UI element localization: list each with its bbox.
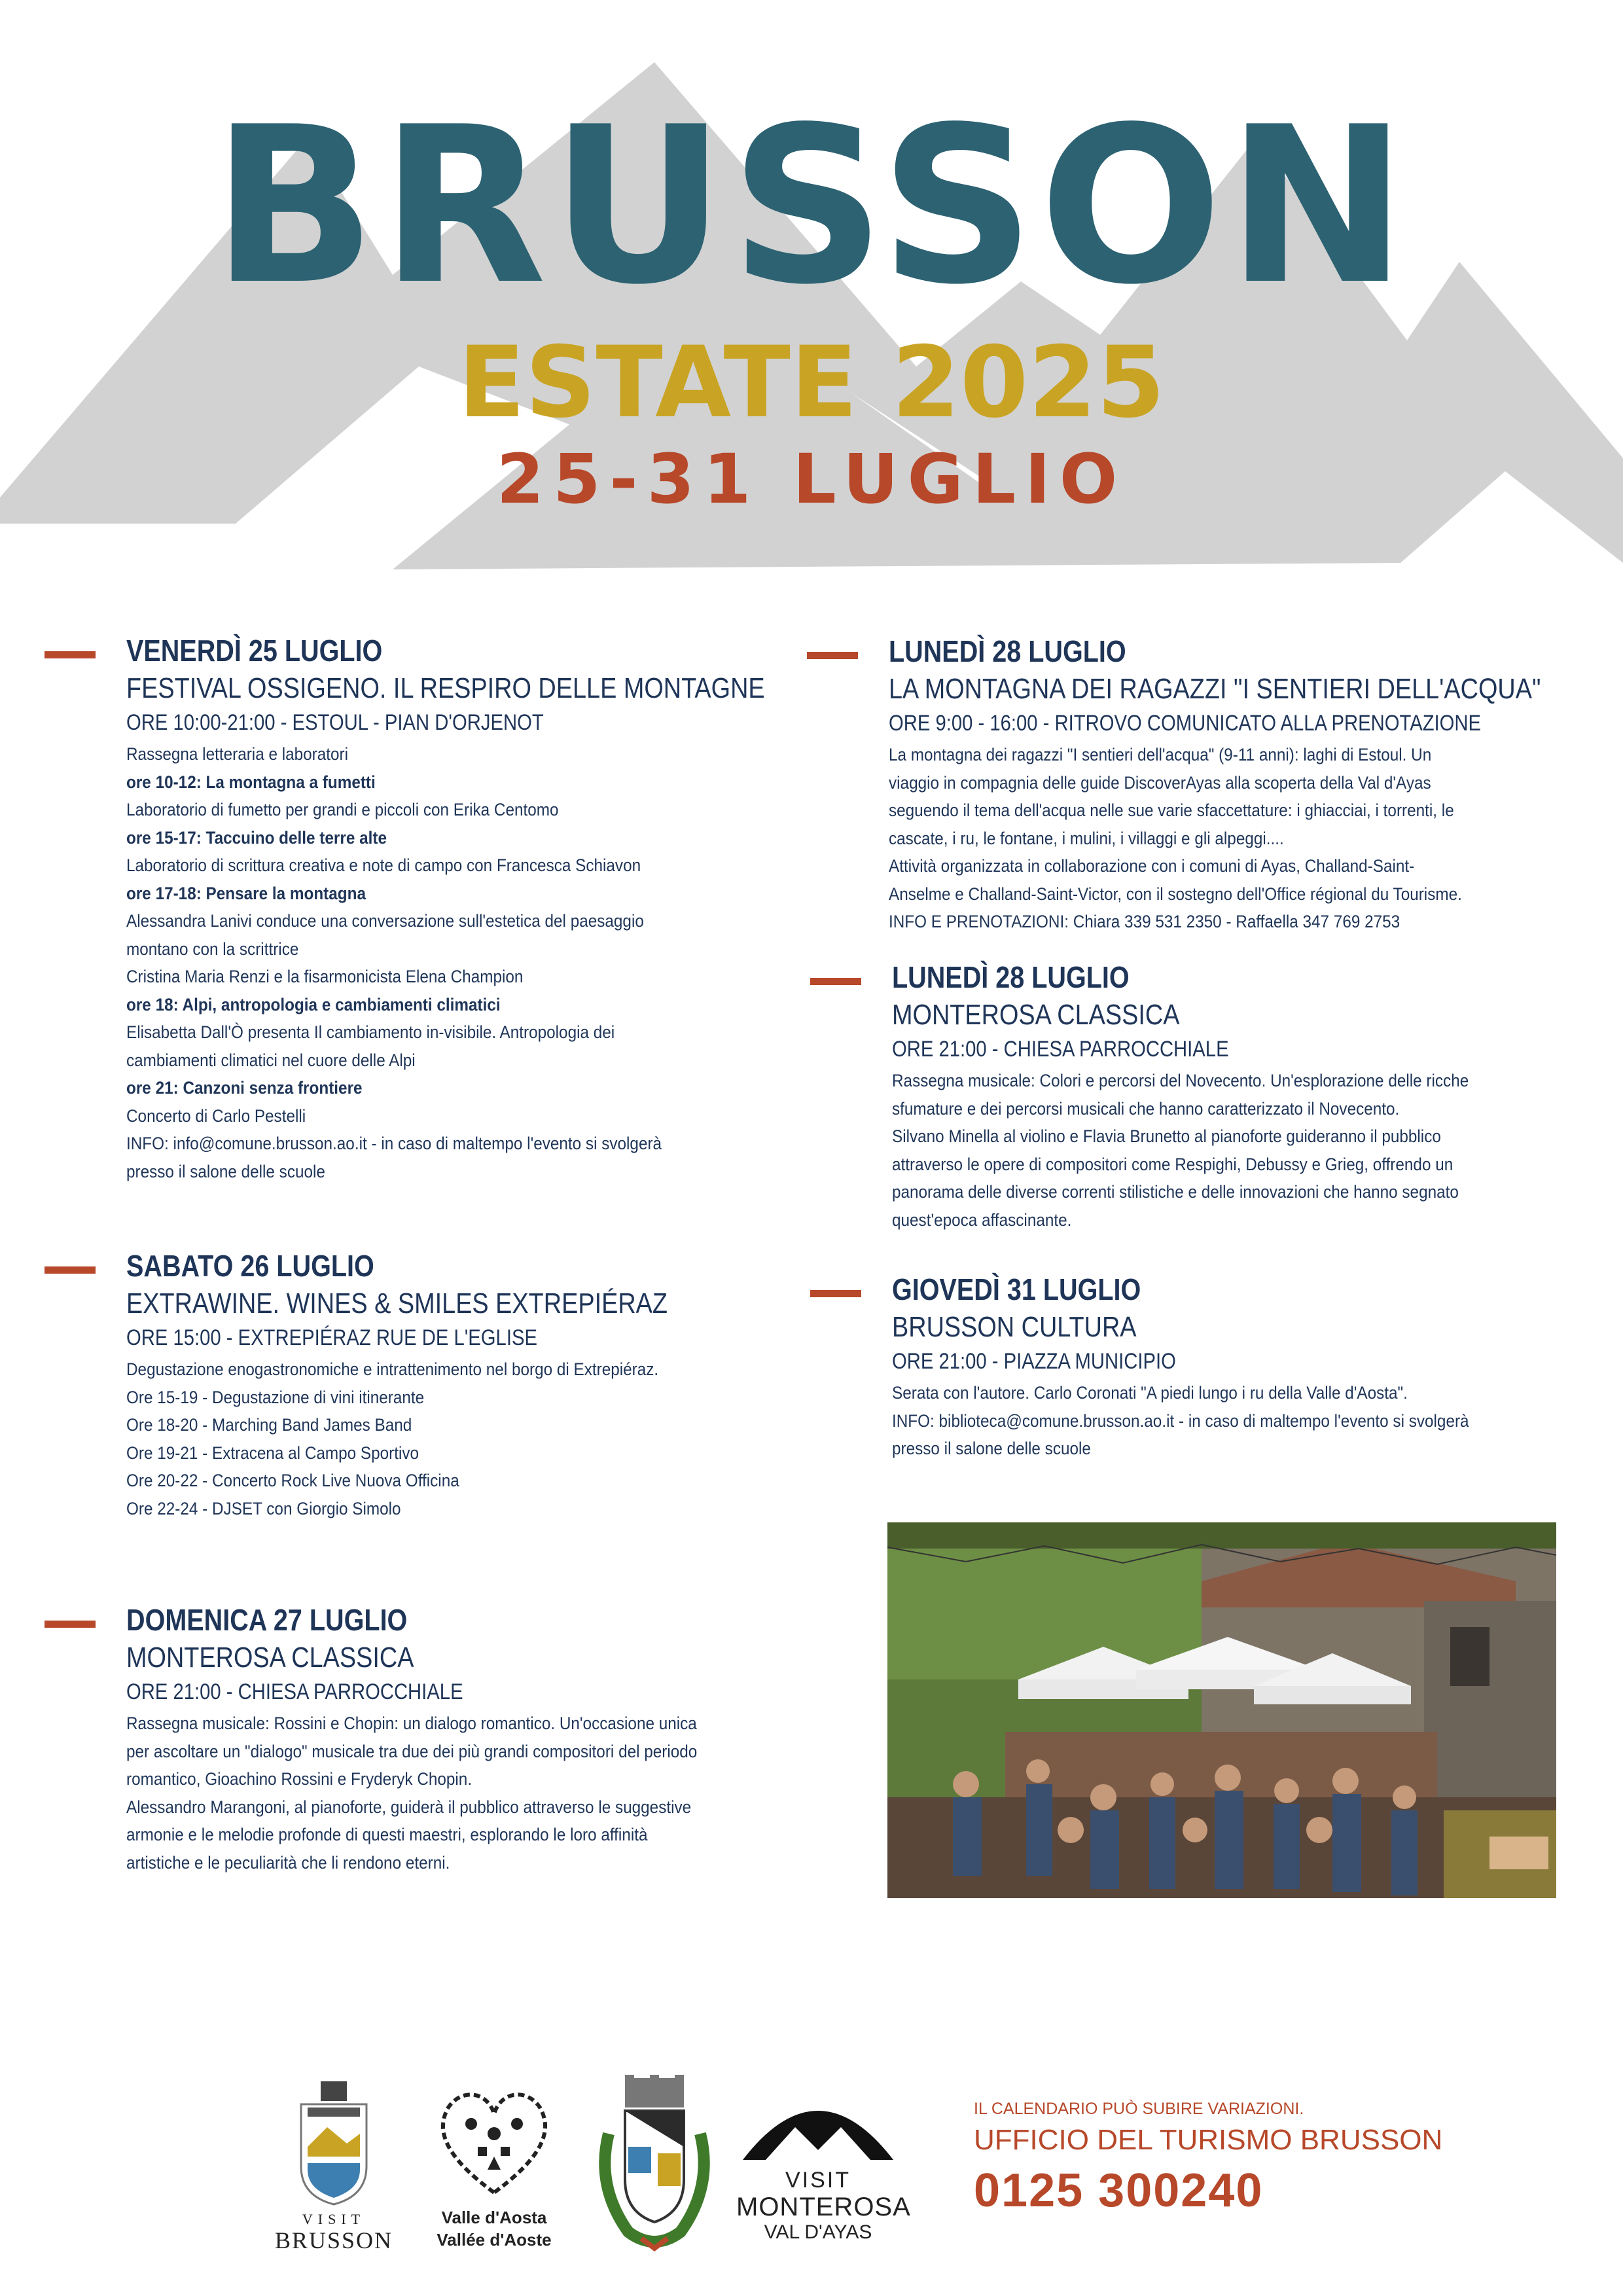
event-description-line: Silvano Minella al violino e Flavia Brunetto al pianoforte guideranno il pubblico [892, 1126, 1441, 1146]
event-description-line: cascate, i ru, le fontane, i mulini, i villaggi e gli alpeggi.... [889, 828, 1284, 848]
page-title: BRUSSON [211, 81, 1412, 332]
event-description-line: INFO E PRENOTAZIONI: Chiara 339 531 2350 - Raffaella 347 769 2753 [889, 912, 1400, 931]
event-description [126, 1710, 760, 1876]
event-time: ORE 15:00 - EXTREPIÉRAZ RUE DE L'EGLISE [126, 1325, 537, 1350]
event-description-line: Laboratorio di scrittura creativa e note di campo con Francesca Schiavon [126, 855, 641, 875]
event-name: MONTEROSA CLASSICA [126, 1641, 414, 1674]
event-time: ORE 21:00 - PIAZZA MUNICIPIO [892, 1349, 1176, 1374]
event-time: ORE 21:00 - CHIESA PARROCCHIALE [126, 1679, 463, 1704]
event-description-line: Rassegna letteraria e laboratori [126, 744, 349, 764]
event-description-line: Anselme e Challand-Saint-Victor, con il sostegno dell'Office régional du Tourisme. [889, 884, 1462, 904]
event-description-line: attraverso le opere di compositori come Respighi, Debussy e Grieg, offrendo un [892, 1154, 1454, 1174]
event-name: LA MONTAGNA DEI RAGAZZI "I SENTIERI DELL'ACQUA" [889, 673, 1541, 705]
event-lunedi-28-ragazzi [889, 632, 1623, 936]
event-description-line: Ore 22-24 - DJSET con Giorgio Simolo [126, 1498, 401, 1518]
event-day: GIOVEDÌ 31 LUGLIO [892, 1272, 1141, 1306]
section-dash [45, 651, 96, 658]
valle-aosta-label: Valle d'Aosta [441, 2208, 547, 2227]
event-giovedi-31 [892, 1270, 1533, 1463]
visit-monterosa-logo [736, 2081, 911, 2258]
event-program-item: ore 21: Canzoni senza frontiere [126, 1078, 363, 1098]
event-description-line: Concerto di Carlo Pestelli [126, 1105, 306, 1126]
event-description-line: panorama delle diverse correnti stilistiche e delle innovazioni che hanno segnato [892, 1182, 1459, 1202]
event-program-item: ore 10-12: La montagna a fumetti [126, 772, 376, 792]
brusson-label: BRUSSON [274, 2227, 393, 2253]
section-dash [810, 978, 861, 985]
visit-label: VISIT [785, 2168, 851, 2193]
event-name: BRUSSON CULTURA [892, 1311, 1137, 1343]
event-description-line: Cristina Maria Renzi e la fisarmonicista Elena Champion [126, 967, 524, 986]
event-description-line: quest'epoca affascinante. [892, 1210, 1072, 1230]
event-description-line: viaggio in compagnia delle guide DiscoverAyas alla scoperta della Val d'Ayas [889, 772, 1431, 793]
page-subtitle: ESTATE 2025 [457, 326, 1166, 440]
event-description-line: Laboratorio di fumetto per grandi e piccoli con Erika Centomo [126, 800, 559, 819]
event-description [892, 1379, 1533, 1463]
date-range: 25-31 LUGLIO [496, 439, 1127, 519]
event-description-line: Ore 18-20 - Marching Band James Band [126, 1415, 412, 1435]
event-time: ORE 9:00 - 16:00 - RITROVO COMUNICATO ALLA PRENOTAZIONE [889, 711, 1482, 736]
event-description [889, 741, 1623, 936]
val-dayas-label: VAL D'AYAS [764, 2221, 872, 2243]
event-time: ORE 10:00-21:00 - ESTOUL - PIAN D'ORJENOT [126, 710, 544, 735]
event-description-line: armonie e le melodie profonde di questi maestri, esplorando le loro affinità [126, 1825, 648, 1844]
event-day: SABATO 26 LUGLIO [126, 1249, 374, 1283]
event-name: MONTEROSA CLASSICA [892, 999, 1180, 1031]
visit-label: VISIT [302, 2211, 366, 2227]
event-day: LUNEDÌ 28 LUGLIO [889, 634, 1126, 668]
event-venerdi-25 [126, 632, 868, 1185]
event-program-item: ore 17-18: Pensare la montagna [126, 883, 366, 903]
event-domenica-27 [126, 1601, 760, 1876]
event-description-line: Degustazione enogastronomiche e intrattenimento nel borgo di Extrepiéraz. [126, 1359, 659, 1379]
event-description-line: Ore 20-22 - Concerto Rock Live Nuova Officina [126, 1471, 459, 1490]
coat-of-arms-icon [589, 2075, 720, 2258]
event-description-line: INFO: biblioteca@comune.brusson.ao.it - in caso di maltempo l'evento si svolgerà [892, 1410, 1469, 1431]
event-time: ORE 21:00 - CHIESA PARROCCHIALE [892, 1037, 1229, 1062]
event-description-line: seguendo il tema dell'acqua nelle sue varie sfaccettature: i ghiacciai, i torrenti, le [889, 800, 1454, 820]
event-description-line: romantico, Gioachino Rossini e Fryderyk Chopin. [126, 1769, 473, 1789]
event-description-line: Elisabetta Dall'Ò presenta Il cambiamento in-visibile. Antropologia dei [126, 1022, 615, 1042]
event-description-line: Alessandra Lanivi conduce una conversazione sull'estetica del paesaggio [126, 911, 644, 931]
event-name: FESTIVAL OSSIGENO. IL RESPIRO DELLE MONTAGNE [126, 672, 765, 704]
valle-aosta-logo [432, 2078, 556, 2255]
event-description-line: Serata con l'autore. Carlo Coronati "A piedi lungo i ru della Valle d'Aosta". [892, 1383, 1408, 1403]
event-sabato-26 [126, 1247, 756, 1522]
section-dash [45, 1266, 96, 1274]
event-description-line: Rassegna musicale: Rossini e Chopin: un dialogo romantico. Un'occasione unica [126, 1713, 697, 1733]
event-name: EXTRAWINE. WINES & SMILES EXTREPIÉRAZ [126, 1287, 668, 1319]
event-day: VENERDÌ 25 LUGLIO [126, 634, 383, 668]
event-description-line: Attività organizzata in collaborazione con i comuni di Ayas, Challand-Saint- [889, 856, 1415, 876]
tourism-office: UFFICIO DEL TURISMO BRUSSON [974, 2124, 1443, 2156]
heart-icon [432, 2078, 556, 2202]
brusson-shield-icon [275, 2081, 393, 2206]
visit-brusson-logo [275, 2081, 393, 2251]
tourism-phone[interactable]: 0125 300240 [974, 2164, 1264, 2217]
calendar-disclaimer: IL CALENDARIO PUÒ SUBIRE VARIAZIONI. [974, 2100, 1304, 2118]
section-dash [810, 1290, 861, 1297]
event-day: LUNEDÌ 28 LUGLIO [892, 960, 1130, 994]
event-program-item: ore 15-17: Taccuino delle terre alte [126, 827, 387, 848]
event-description-line: INFO: info@comune.brusson.ao.it - in caso di maltempo l'evento si svolgerà [126, 1134, 662, 1153]
event-description-line: presso il salone delle scuole [126, 1161, 325, 1181]
event-description-line: artistiche e le peculiarità che li rendono eterni. [126, 1852, 450, 1873]
festival-photo [887, 1522, 1556, 1898]
event-description [126, 740, 868, 1185]
event-program-item: ore 18: Alpi, antropologia e cambiamenti climatici [126, 994, 501, 1014]
section-dash [45, 1621, 96, 1628]
monterosa-mountain-icon [743, 2081, 893, 2166]
event-lunedi-28-monterosa [892, 958, 1533, 1234]
monterosa-label: MONTEROSA [736, 2193, 911, 2221]
event-description [126, 1355, 756, 1522]
event-description-line: Ore 15-19 - Degustazione di vini itinerante [126, 1387, 425, 1407]
event-description-line: Alessandro Marangoni, al pianoforte, guiderà il pubblico attraverso le suggestive [126, 1797, 692, 1817]
event-day: DOMENICA 27 LUGLIO [126, 1603, 408, 1637]
event-description-line: presso il salone delle scuole [892, 1439, 1091, 1458]
event-description-line: La montagna dei ragazzi "I sentieri dell'acqua" (9-11 anni): laghi di Estoul. Un [889, 745, 1432, 764]
event-description-line: montano con la scrittrice [126, 939, 299, 959]
event-description-line: Ore 19-21 - Extracena al Campo Sportivo [126, 1443, 419, 1463]
event-description-line: Rassegna musicale: Colori e percorsi del Novecento. Un'esplorazione delle ricche [892, 1071, 1469, 1090]
event-description [892, 1067, 1533, 1234]
vallee-aoste-label: Vallée d'Aoste [437, 2230, 552, 2250]
event-description-line: sfumature e dei percorsi musicali che hanno caratterizzato il Novecento. [892, 1098, 1400, 1119]
coat-of-arms-logo [589, 2075, 720, 2258]
event-description-line: per ascoltare un "dialogo" musicale tra due dei più grandi compositori del periodo [126, 1741, 698, 1761]
section-dash [807, 652, 858, 659]
event-description-line: cambiamenti climatici nel cuore delle Alpi [126, 1050, 416, 1070]
